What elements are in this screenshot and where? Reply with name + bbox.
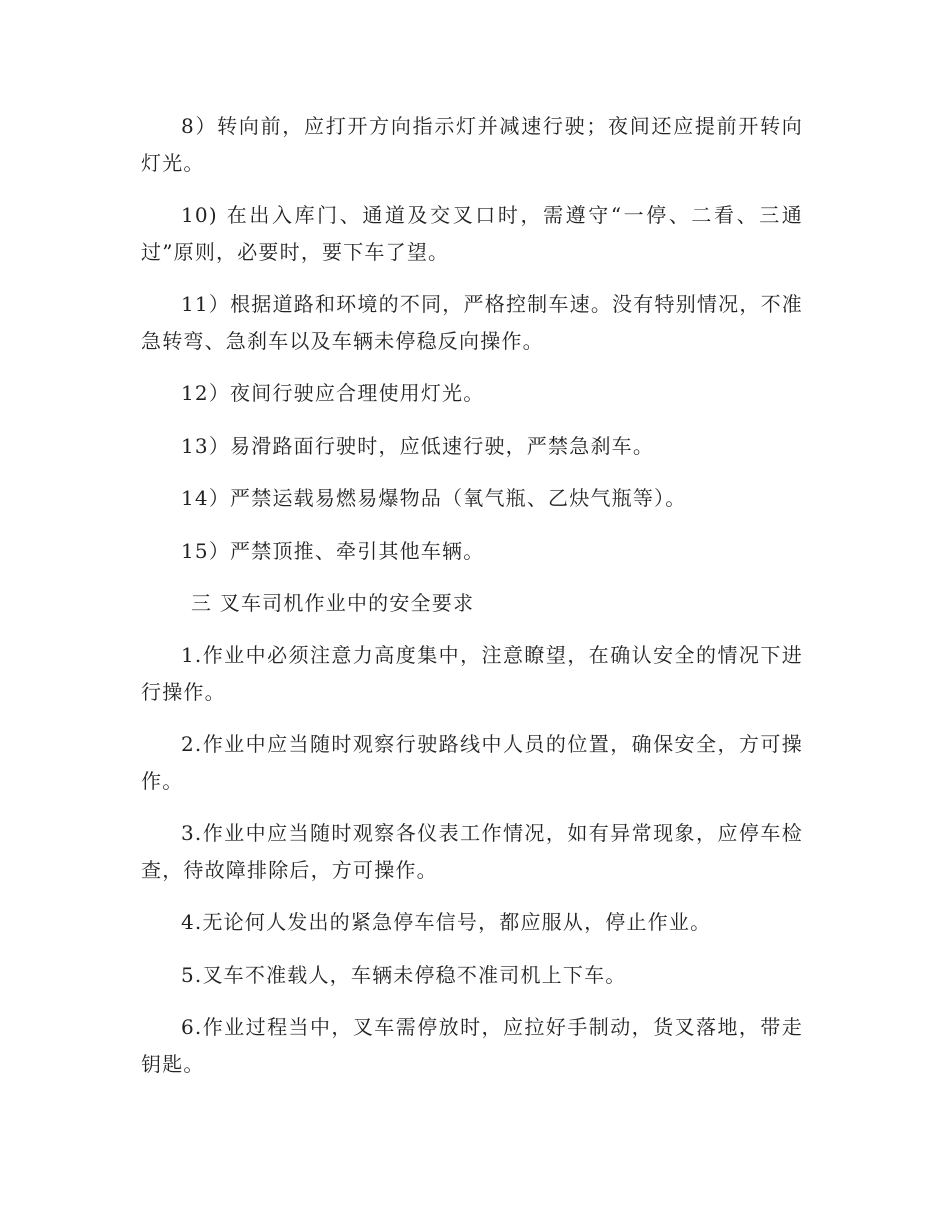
paragraph-attention: 1.作业中必须注意力高度集中，注意瞭望，在确认安全的情况下进行操作。 — [141, 643, 803, 704]
document-body — [141, 108, 803, 1083]
paragraph-instrument-check: 3.作业中应当随时观察各仪表工作情况，如有异常现象，应停车检查，待故障排除后，方可操作。 — [141, 821, 803, 882]
section-heading-operation-safety: 三 叉车司机作业中的安全要求 — [191, 591, 475, 615]
paragraph-slippery-road: 13）易滑路面行驶时，应低速行驶，严禁急刹车。 — [181, 434, 655, 458]
paragraph-flammable-goods: 14）严禁运载易燃易爆物品（氧气瓶、乙炔气瓶等）。 — [181, 486, 687, 510]
paragraph-observe-people: 2.作业中应当随时观察行驶路线中人员的位置，确保安全，方可操作。 — [141, 732, 803, 793]
paragraph-night-lights: 12）夜间行驶应合理使用灯光。 — [181, 381, 485, 405]
paragraph-no-passengers: 5.叉车不准载人，车辆未停稳不准司机上下车。 — [181, 963, 627, 987]
paragraph-no-towing: 15）严禁顶推、牵引其他车辆。 — [181, 539, 485, 563]
paragraph-emergency-stop: 4.无论何人发出的紧急停车信号，都应服从，停止作业。 — [181, 910, 712, 934]
paragraph-speed-control: 11）根据道路和环境的不同，严格控制车速。没有特别情况，不准急转弯、急刹车以及车辆未停稳反向操作。 — [141, 292, 803, 353]
paragraph-parking: 6.作业过程当中，叉车需停放时，应拉好手制动，货叉落地，带走钥匙。 — [141, 1015, 803, 1076]
paragraph-intersection-rule: 10) 在出入库门、通道及交叉口时，需遵守“一停、二看、三通过”原则，必要时，要下车了望。 — [141, 203, 803, 264]
paragraph-turn-signal: 8）转向前，应打开方向指示灯并减速行驶；夜间还应提前开转向灯光。 — [141, 114, 803, 175]
